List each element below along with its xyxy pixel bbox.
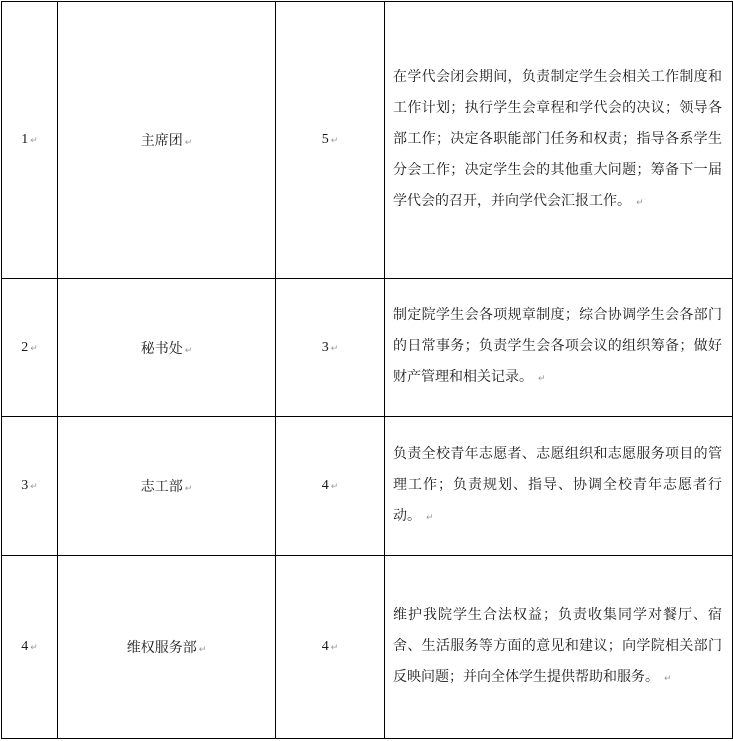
paragraph-mark-icon [426, 513, 434, 523]
duties-text: 维护我院学生合法权益；负责收集同学对餐厅、宿舍、生活服务等方面的意见和建议；向学院相关部门反映问题；并向全体学生提供帮助和服务。 [393, 606, 722, 685]
department-cell [58, 2, 276, 279]
duties-text: 负责全校青年志愿者、志愿组织和志愿服务项目的管理工作；负责规划、指导、协调全校青年志愿者行动。 [393, 445, 722, 524]
duties-cell [385, 279, 733, 417]
member-count: 5 [321, 132, 329, 147]
paragraph-mark-icon [185, 138, 193, 148]
duties-text: 制定院学生会各项规章制度；综合协调学生会各部门的日常事务；负责学生会各项会议的组织筹备；做好财产管理和相关记录。 [393, 307, 722, 385]
department-cell [58, 279, 276, 417]
member-count-cell [276, 556, 385, 739]
paragraph-mark-icon [199, 645, 207, 655]
table-row [2, 417, 733, 556]
row-index-cell [2, 417, 58, 556]
member-count: 3 [321, 339, 329, 355]
paragraph-mark-icon [30, 135, 38, 145]
row-index: 3 [21, 478, 29, 493]
member-count: 4 [321, 478, 329, 493]
member-count-cell [276, 2, 385, 279]
paragraph-mark-icon [331, 481, 339, 491]
member-count-cell [276, 417, 385, 556]
paragraph-mark-icon [331, 343, 339, 353]
paragraph-mark-icon [30, 481, 38, 491]
department-table [1, 1, 733, 739]
department-name: 维权服务部 [126, 640, 197, 656]
table-row [2, 2, 733, 279]
paragraph-mark-icon [185, 484, 193, 494]
paragraph-mark-icon [185, 346, 193, 356]
department-name: 主席团 [140, 133, 183, 149]
row-index-cell [2, 2, 58, 279]
member-count-cell [276, 279, 385, 417]
department-name: 志工部 [140, 479, 183, 495]
paragraph-mark-icon [30, 343, 38, 353]
member-count: 4 [321, 639, 329, 654]
paragraph-mark-icon [331, 642, 339, 652]
duties-cell [385, 417, 733, 556]
department-cell [58, 556, 276, 739]
duties-text: 在学代会闭会期间，负责制定学生会相关工作制度和工作计划；执行学生会章程和学代会的决议；领导各部工作；决定各职能部门任务和权责；指导各系学生分会工作；决定学生会的其他重大问题；筹备下一届学代会的召开，并向学代会汇报工作。 [393, 68, 722, 209]
department-name: 秘书处 [140, 340, 183, 357]
row-index-cell [2, 556, 58, 739]
paragraph-mark-icon [636, 198, 644, 208]
duties-cell [385, 2, 733, 279]
row-index: 2 [21, 339, 29, 355]
department-cell [58, 417, 276, 556]
paragraph-mark-icon [331, 135, 339, 145]
paragraph-mark-icon [664, 674, 672, 684]
table-row [2, 279, 733, 417]
paragraph-mark-icon [538, 374, 546, 384]
row-index: 1 [21, 132, 29, 147]
row-index: 4 [21, 639, 29, 654]
paragraph-mark-icon [30, 642, 38, 652]
table-row [2, 556, 733, 739]
duties-cell [385, 556, 733, 739]
row-index-cell [2, 279, 58, 417]
